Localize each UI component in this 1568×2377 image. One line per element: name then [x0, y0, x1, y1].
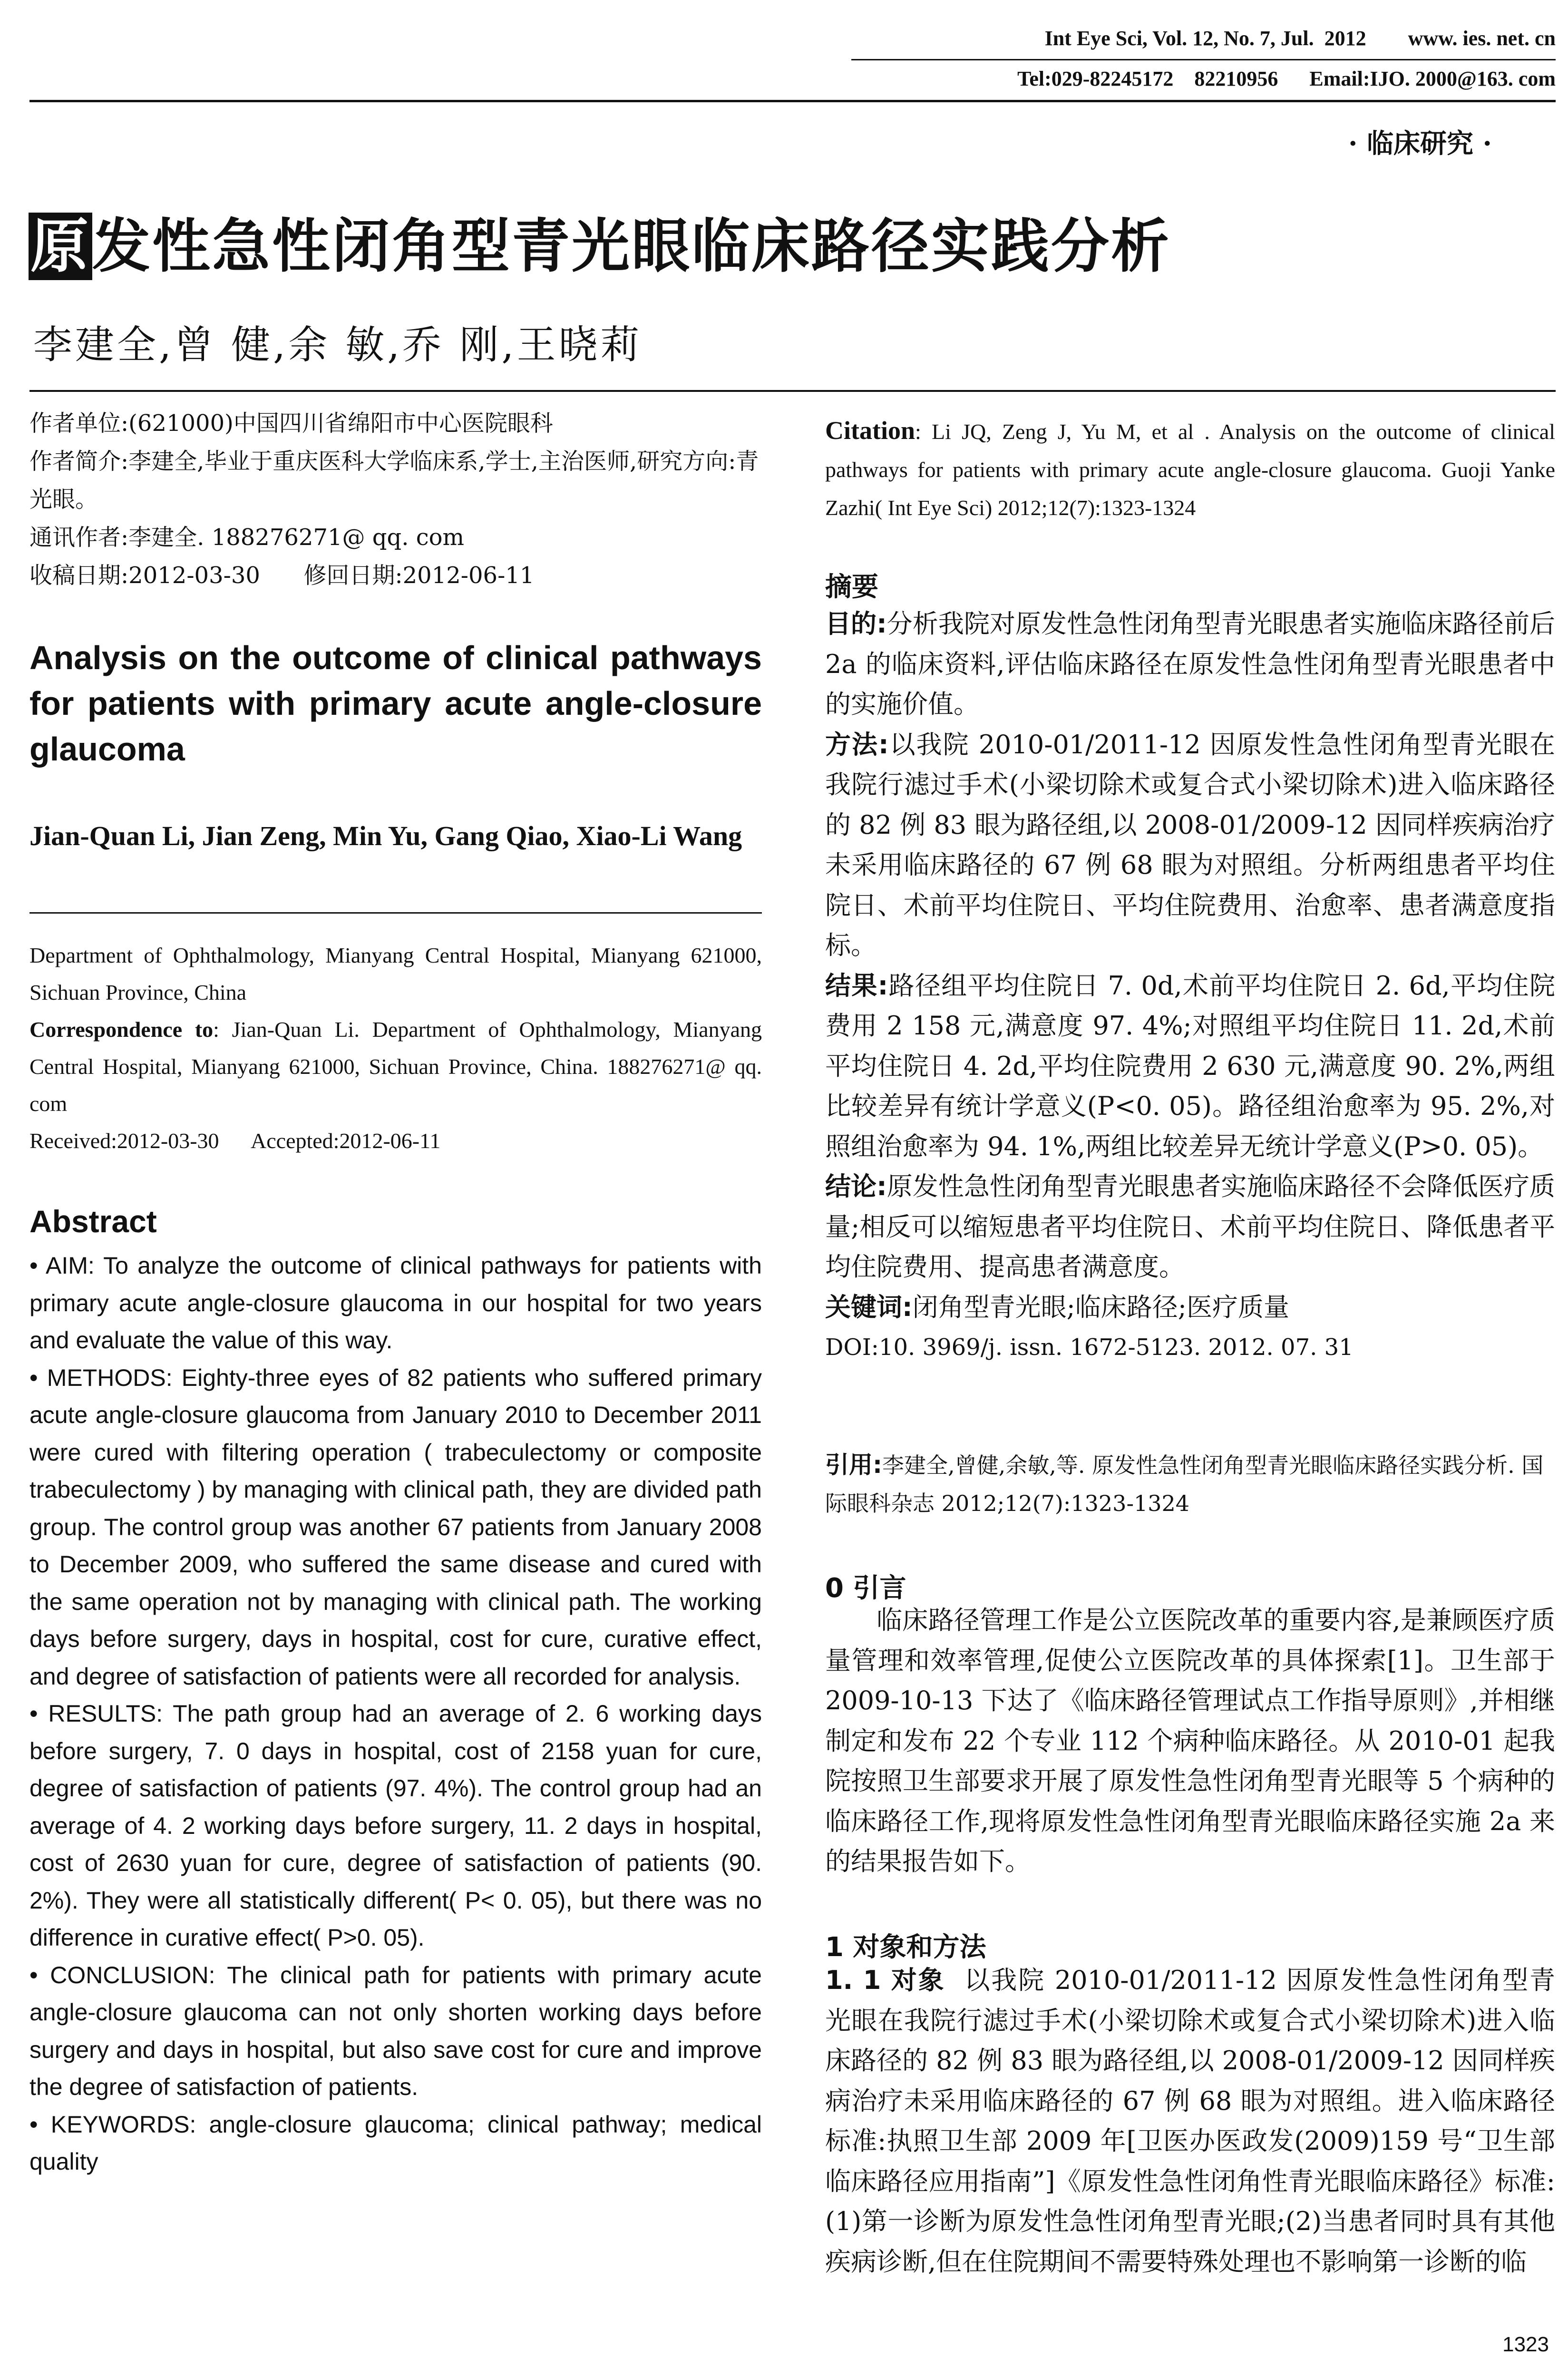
abstract-methods-en: • METHODS: Eighty-three eyes of 82 patients who suffered primary acute angle-closure glaucoma from January 2010 to December 2011 were cured with filtering operation ( trabeculectomy or composite trabeculectomy ) by managing with clinical path, they are divided path group. The control group was another 67 patients from January 2008 to December 2009, who suffered the same disease and cured with the same operation not by managing with clinical path. The working days before surgery, days in hospital, cost for cure, curative effect, and degree of satisfaction of patients were all recorded for analysis.: [29, 1364, 762, 1690]
abstract-heading-en: Abstract: [29, 1204, 157, 1239]
abstract-heading-cn: 摘要: [825, 572, 878, 603]
author-bio: 作者简介:李建全,毕业于重庆医科大学临床系,学士,主治医师,研究方向:青光眼。: [29, 448, 759, 513]
citation-label-cn: 引用:: [825, 1451, 882, 1479]
affiliation-block-en: [29, 937, 762, 1159]
citation-text-cn: 李建全,曾健,余敏,等. 原发性急性闭角型青光眼临床路径实践分析. 国际眼科杂志 2012;12(7):1323-1324: [825, 1452, 1544, 1516]
abstract-conclusion-cn: [825, 1167, 1555, 1287]
abstract-aim-cn: [825, 604, 1555, 725]
doi: DOI:10. 3969/j. issn. 1672-5123. 2012. 07. 31: [825, 1334, 1354, 1361]
results-text-cn: 路径组平均住院日 7. 0d,术前平均住院日 2. 6d,平均住院费用 2 158 元,满意度 97. 4%;对照组平均住院日 11. 2d,术前平均住院日 4. 2d,平均住院费用 2 630 元,满意度 90. 2%,两组比较差异有统计学意义(P<0. 05)。路径组治愈率为 95. 2%,对照组治愈率为 94. 1%,两组比较差异无统计学意义(P>0. 05)。: [825, 970, 1555, 1161]
header-rule-top: [851, 59, 1556, 60]
citation-text: : Li JQ, Zeng J, Yu M, et al . Analysis on the outcome of clinical pathways for patients with primary acute angle-closure glaucoma. Guoji Yanke Zazhi( Int Eye Sci) 2012;12(7):1323-1324: [825, 419, 1555, 520]
abstract-methods-cn: [825, 725, 1555, 966]
abstract-conclusion-en: • CONCLUSION: The clinical path for patients with primary acute angle-closure glaucoma can not only shorten working days before surgery and days in hospital, but also save cost for cure and improve the degree of satisfaction of patients.: [29, 1961, 762, 2100]
methods-label-cn: 方法:: [825, 729, 889, 760]
title-first-char: 原: [29, 213, 92, 280]
title-rest: 发性急性闭角型青光眼临床路径实践分析: [92, 213, 1171, 280]
abstract-body-en: [29, 1247, 762, 2181]
abstract-results-cn: [825, 966, 1555, 1167]
page-number: 1323: [1502, 2333, 1549, 2356]
journal-header-line2: Tel:029-82245172 82210956 Email:IJO. 2000@163. com: [1017, 67, 1556, 90]
methods-body: [825, 1960, 1555, 2282]
aim-label-cn: 目的:: [825, 609, 887, 639]
subjects-text: 以我院 2010-01/2011-12 因原发性急性闭角型青光眼在我院行滤过手术(小梁切除术或复合式小梁切除术)进入临床路径的 82 例 83 眼为路径组,以 2008-01/2009-12 因同样疾病治疗未采用临床路径的 67 例 68 眼为对照组。进入临床路径标准:执照卫生部 2009 年[卫医办医政发(2009)159 号“卫生部临床路径应用指南”]《原发性急性闭角性青光眼临床路径》标准:(1)第一诊断为原发性急性闭角型青光眼;(2)当患者同时具有其他疾病诊断,但在住院期间不需要特殊处理也不影响第一诊断的临: [825, 1965, 1555, 2277]
journal-header-line1: Int Eye Sci, Vol. 12, No. 7, Jul. 2012 www. ies. net. cn: [1044, 27, 1556, 50]
methods-text-cn: 以我院 2010-01/2011-12 因原发性急性闭角型青光眼在我院行滤过手术(小梁切除术或复合式小梁切除术)进入临床路径的 82 例 83 眼为路径组,以 2008-01/2009-12 因同样疾病治疗未采用临床路径的 67 例 68 眼为对照组。分析两组患者平均住院日、术前平均住院日、平均住院费用、治愈率、患者满意度指标。: [825, 729, 1555, 960]
authors-en: Jian-Quan Li, Jian Zeng, Min Yu, Gang Qiao, Xiao-Li Wang: [29, 820, 742, 851]
citation-cn: [825, 1446, 1555, 1522]
abstract-body-cn: [825, 604, 1555, 1368]
methods-heading: 1 对象和方法: [825, 1932, 986, 1963]
intro-heading: 0 引言: [825, 1573, 906, 1604]
correspondence-label: Correspondence to: [29, 1017, 214, 1042]
citation-en: [825, 411, 1555, 527]
authors-cn: 李建全,曾 健,余 敏,乔 刚,王晓莉: [33, 322, 643, 368]
abstract-aim-en: • AIM: To analyze the outcome of clinical pathways for patients with primary acute angle-closure glaucoma in our hospital for two years and evaluate the value of this way.: [29, 1252, 762, 1354]
keywords-text-cn: 闭角型青光眼;临床路径;医疗质量: [912, 1292, 1289, 1322]
intro-body: [825, 1600, 1555, 1882]
methods-paragraph: [825, 1960, 1555, 2282]
abstract-keywords-cn: [825, 1287, 1555, 1328]
correspondence-text: : Jian-Quan Li. Department of Ophthalmology, Mianyang Central Hospital, Mianyang 621000, Sichuan Province, China. 188276271@ qq. com: [29, 1017, 762, 1116]
aim-text-cn: 分析我院对原发性急性闭角型青光眼患者实施临床路径前后 2a 的临床资料,评估临床路径在原发性急性闭角型青光眼患者中的实施价值。: [825, 609, 1555, 719]
intro-paragraph: 临床路径管理工作是公立医院改革的重要内容,是兼顾医疗质量管理和效率管理,促使公立医院改革的具体探索[1]。卫生部于 2009-10-13 下达了《临床路径管理试点工作指导原则》,并相继制定和发布 22 个专业 112 个病种临床路径。从 2010-01 起我院按照卫生部要求开展了原发性急性闭角型青光眼等 5 个病种的临床路径工作,现将原发性急性闭角型青光眼临床路径实施 2a 来的结果报告如下。: [825, 1605, 1555, 1876]
results-label-cn: 结果:: [825, 970, 888, 1001]
received-dates: 收稿日期:2012-03-30 修回日期:2012-06-11: [29, 562, 535, 589]
keywords-label-cn: 关键词:: [825, 1292, 913, 1322]
en-authors-rule: [29, 912, 762, 914]
received-en: Received:2012-03-30 Accepted:2012-06-11: [29, 1129, 441, 1153]
article-title-en: Analysis on the outcome of clinical pathways for patients with primary acute angle-closure glaucoma: [29, 639, 762, 768]
conclusion-label-cn: 结论:: [825, 1171, 887, 1201]
author-affiliation: 作者单位:(621000)中国四川省绵阳市中心医院眼科: [29, 410, 553, 437]
citation-label: Citation: [825, 416, 915, 445]
author-info: [29, 404, 762, 594]
conclusion-text-cn: 原发性急性闭角型青光眼患者实施临床路径不会降低医疗质量;相反可以缩短患者平均住院日、术前平均住院日、降低患者平均住院费用、提高患者满意度。: [825, 1171, 1555, 1282]
abstract-keywords-en: • KEYWORDS: angle-closure glaucoma; clinical pathway; medical quality: [29, 2111, 762, 2175]
affiliation-en: Department of Ophthalmology, Mianyang Central Hospital, Mianyang 621000, Sichuan Province, China: [29, 943, 762, 1004]
article-title-cn: [29, 200, 1171, 283]
section-tag: · 临床研究 ·: [1348, 128, 1492, 159]
abstract-results-en: • RESULTS: The path group had an average of 2. 6 working days before surgery, 7. 0 days in hospital, cost of 2158 yuan for cure, degree of satisfaction of patients (97. 4%). The control group had an average of 4. 2 working days before surgery, 11. 2 days in hospital, cost of 2630 yuan for cure, degree of satisfaction of patients (90. 2%). They were all statistically different( P< 0. 05), but there was no difference in curative effect( P>0. 05).: [29, 1700, 762, 1951]
subjects-label: 1. 1 对象: [825, 1965, 945, 1995]
correspondence-en: [29, 1011, 762, 1122]
header-rule-main: [29, 100, 1556, 102]
title-rule: [29, 390, 1556, 392]
corresponding-author: 通讯作者:李建全. 188276271@ qq. com: [29, 524, 465, 551]
